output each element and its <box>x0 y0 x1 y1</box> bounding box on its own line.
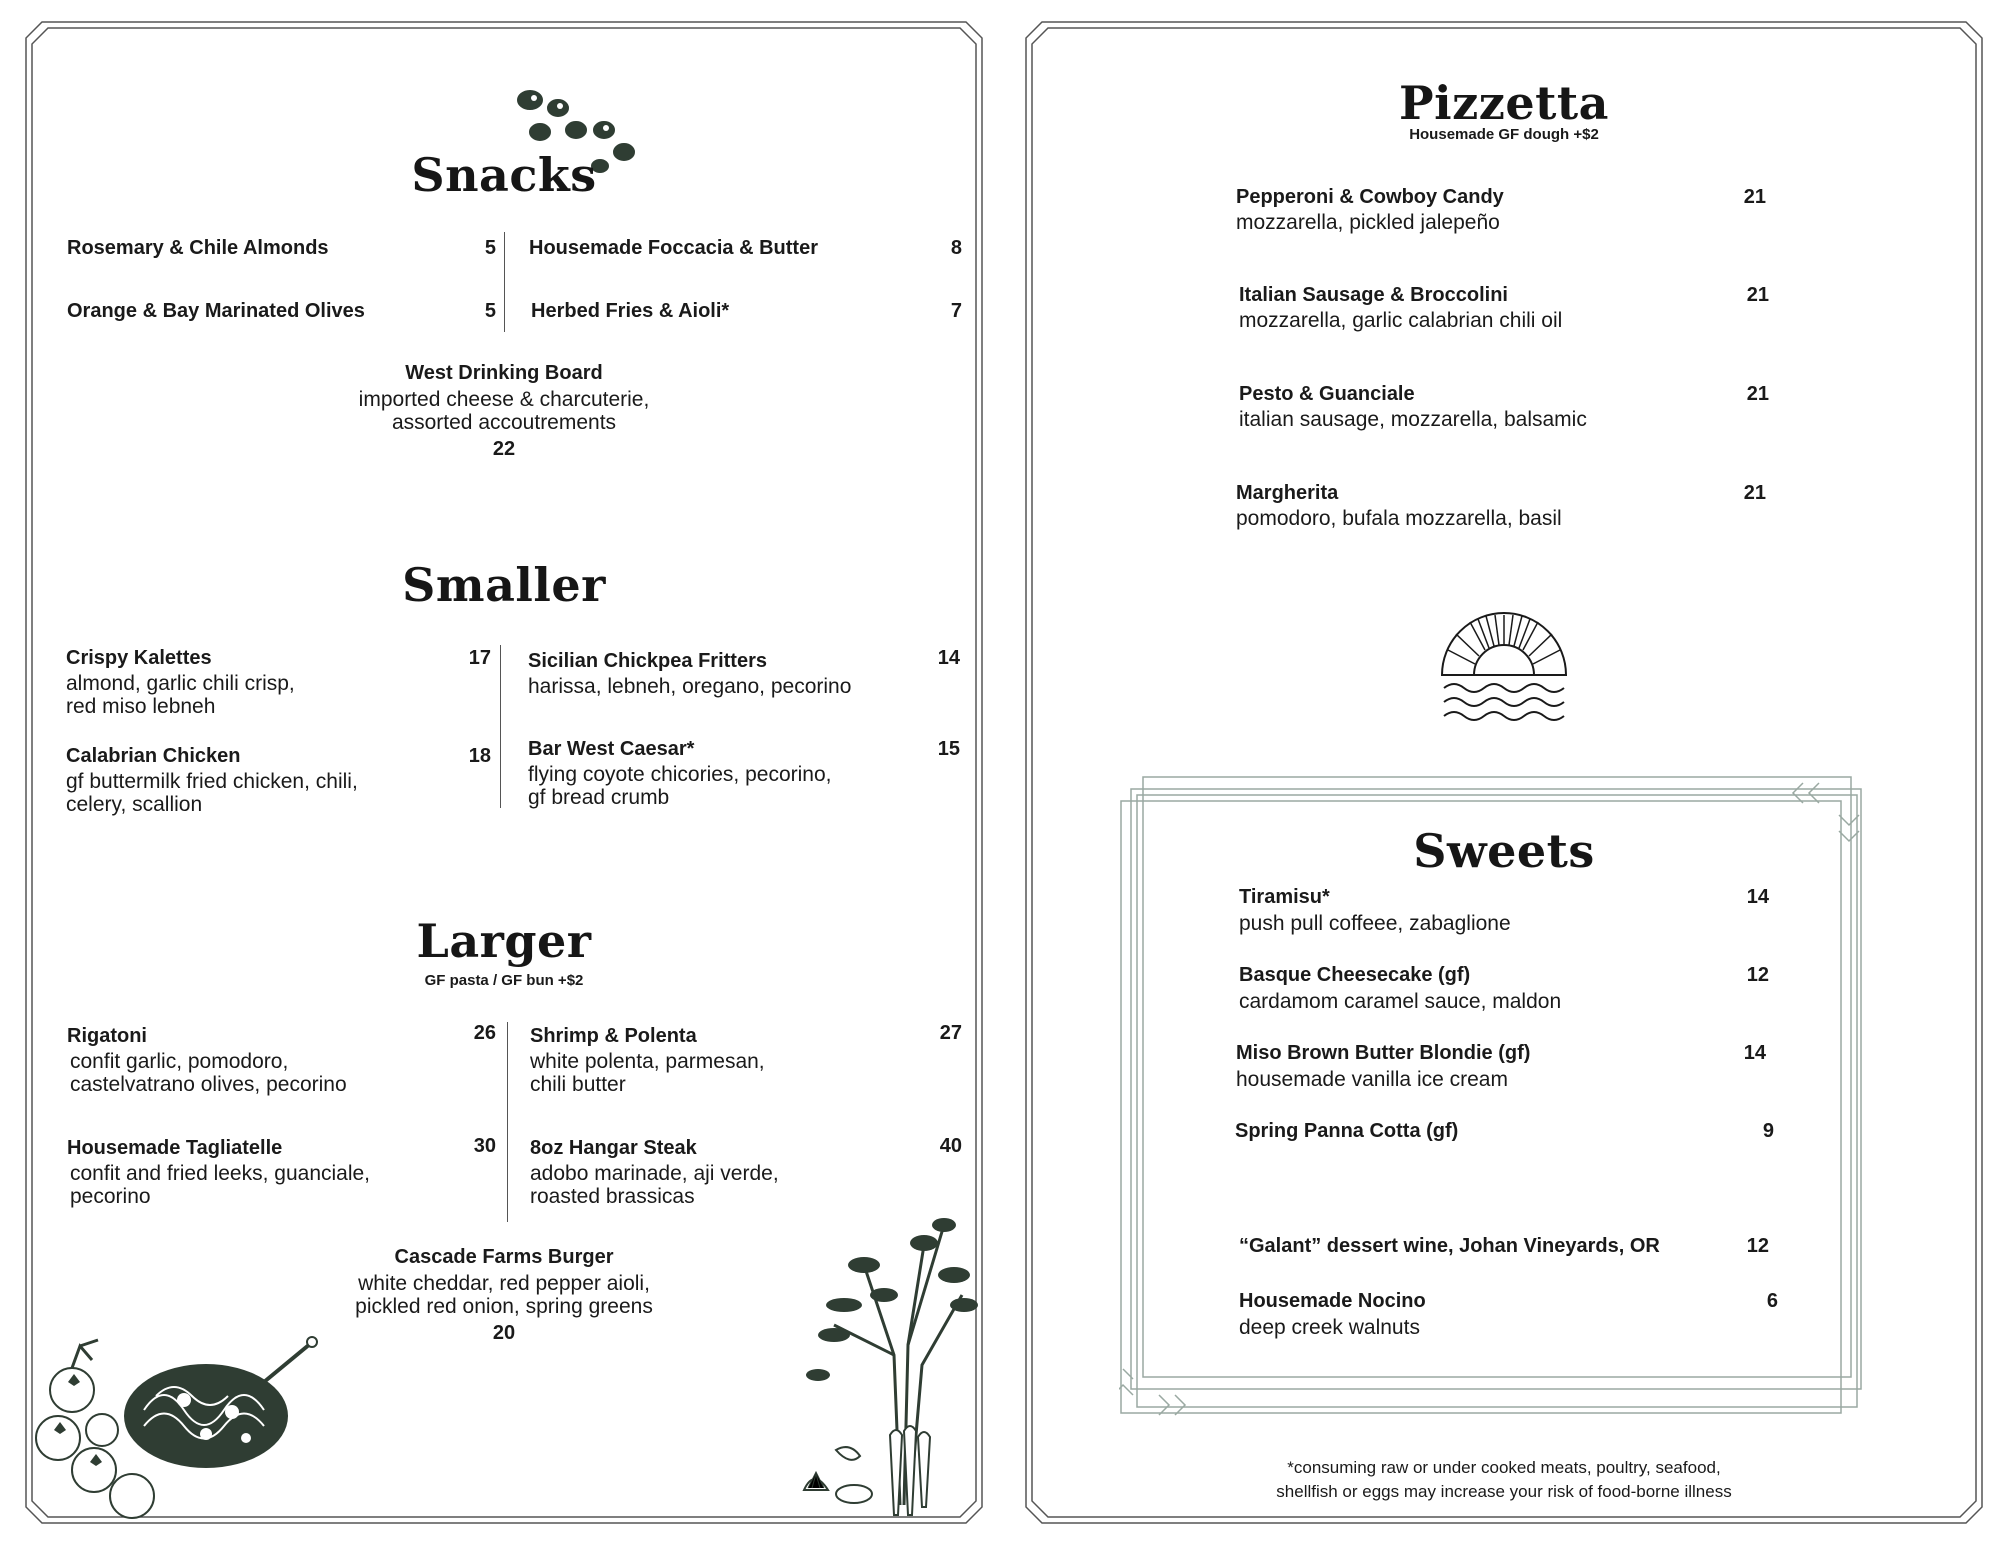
sweets-title: Sweets <box>1413 824 1595 878</box>
menu-item-name: Margherita <box>1236 482 1339 504</box>
menu-item-name: Crispy Kalettes <box>66 647 212 669</box>
menu-item-description: harissa, lebneh, oregano, pecorino <box>528 675 852 698</box>
shellfish-icon <box>796 1440 886 1520</box>
menu-item-name: Herbed Fries & Aioli* <box>531 300 730 322</box>
menu-item-description: pomodoro, bufala mozzarella, basil <box>1236 507 1562 530</box>
menu-item-description: almond, garlic chili crisp, red miso lebneh <box>66 672 295 718</box>
menu-item-name: 8oz Hangar Steak <box>530 1137 697 1159</box>
pasta-pan-icon <box>114 1330 324 1480</box>
menu-item-price: 9 <box>1762 1120 1774 1142</box>
menu-item-price: 17 <box>468 647 491 669</box>
menu-item-name: Shrimp & Polenta <box>530 1025 697 1047</box>
larger-title: Larger <box>416 914 592 968</box>
menu-item-name: Rosemary & Chile Almonds <box>67 237 329 259</box>
menu-item-name: Housemade Nocino <box>1239 1290 1426 1312</box>
burger-price: 20 <box>492 1322 516 1344</box>
menu-item-name: Housemade Foccacia & Butter <box>529 237 818 259</box>
menu-item-price: 21 <box>1746 284 1769 306</box>
burger-description: white cheddar, red pepper aioli, pickled red onion, spring greens <box>355 1272 653 1318</box>
pizzetta-subtitle: Housemade GF dough +$2 <box>1409 126 1599 143</box>
menu-item-name: Italian Sausage & Broccolini <box>1239 284 1508 306</box>
menu-item-name: Sicilian Chickpea Fritters <box>528 650 767 672</box>
menu-item-price: 5 <box>484 237 496 259</box>
menu-item-price: 7 <box>950 300 962 322</box>
menu-item-price: 15 <box>937 738 960 760</box>
menu-item-price: 14 <box>1746 886 1769 908</box>
menu-item-price: 27 <box>939 1022 962 1044</box>
menu-item-description: cardamom caramel sauce, maldon <box>1239 990 1562 1013</box>
menu-item-price: 21 <box>1743 186 1766 208</box>
snacks-title: Snacks <box>411 148 597 202</box>
smaller-title: Smaller <box>402 558 606 612</box>
sunrise-icon <box>1434 590 1574 730</box>
menu-item-name: Spring Panna Cotta (gf) <box>1235 1120 1459 1142</box>
column-divider <box>507 1022 508 1222</box>
menu-item-name: Basque Cheesecake (gf) <box>1239 964 1471 986</box>
menu-item-price: 6 <box>1766 1290 1778 1312</box>
menu-item-description: mozzarella, pickled jalepeño <box>1236 211 1500 234</box>
menu-item-name: Pepperoni & Cowboy Candy <box>1236 186 1504 208</box>
larger-subtitle: GF pasta / GF bun +$2 <box>424 972 584 989</box>
column-divider <box>504 232 505 332</box>
menu-item-name: Orange & Bay Marinated Olives <box>67 300 365 322</box>
menu-item-description: adobo marinade, aji verde, roasted brassicas <box>530 1162 779 1208</box>
menu-item-description: gf buttermilk fried chicken, chili, celery, scallion <box>66 770 358 816</box>
menu-item-description: confit and fried leeks, guanciale, pecorino <box>70 1162 371 1208</box>
menu-item-price: 12 <box>1746 964 1769 986</box>
menu-item-description: italian sausage, mozzarella, balsamic <box>1239 408 1587 431</box>
menu-item-price: 40 <box>939 1135 962 1157</box>
pizzetta-title: Pizzetta <box>1399 76 1609 130</box>
menu-item-price: 21 <box>1746 383 1769 405</box>
menu-item-name: Miso Brown Butter Blondie (gf) <box>1236 1042 1531 1064</box>
menu-item-description: push pull coffeee, zabaglione <box>1239 912 1511 935</box>
menu-item-price: 30 <box>473 1135 496 1157</box>
menu-item-name: Housemade Tagliatelle <box>67 1137 283 1159</box>
board-description: imported cheese & charcuterie, assorted accoutrements <box>358 388 650 434</box>
menu-item-price: 8 <box>950 237 962 259</box>
consumption-warning: *consuming raw or under cooked meats, poultry, seafood, shellfish or eggs may increase your risk of food-borne illness <box>1276 1458 1732 1501</box>
menu-item-price: 14 <box>937 647 960 669</box>
menu-item-description: confit garlic, pomodoro, castelvatrano olives, pecorino <box>70 1050 347 1096</box>
menu-item-name: Calabrian Chicken <box>66 745 241 767</box>
burger-name: Cascade Farms Burger <box>394 1246 614 1268</box>
column-divider <box>500 645 501 808</box>
menu-item-price: 26 <box>473 1022 496 1044</box>
menu-item-price: 5 <box>484 300 496 322</box>
board-price: 22 <box>492 438 516 460</box>
board-name: West Drinking Board <box>405 362 603 384</box>
menu-item-name: Bar West Caesar* <box>528 738 695 760</box>
menu-item-description: flying coyote chicories, pecorino, gf bread crumb <box>528 763 832 809</box>
right-menu-page <box>1024 20 1984 1525</box>
menu-item-name: Rigatoni <box>67 1025 147 1047</box>
menu-item-name: “Galant” dessert wine, Johan Vineyards, OR <box>1239 1235 1660 1257</box>
menu-item-name: Tiramisu* <box>1239 886 1330 908</box>
menu-item-price: 12 <box>1746 1235 1769 1257</box>
menu-item-price: 14 <box>1743 1042 1766 1064</box>
menu-item-description: deep creek walnuts <box>1239 1316 1420 1339</box>
menu-item-description: white polenta, parmesan, chili butter <box>530 1050 765 1096</box>
menu-item-price: 21 <box>1743 482 1766 504</box>
menu-item-name: Pesto & Guanciale <box>1239 383 1415 405</box>
left-menu-page <box>24 20 984 1525</box>
menu-item-description: mozzarella, garlic calabrian chili oil <box>1239 309 1563 332</box>
menu-item-price: 18 <box>468 745 491 767</box>
menu-item-description: housemade vanilla ice cream <box>1236 1068 1508 1091</box>
